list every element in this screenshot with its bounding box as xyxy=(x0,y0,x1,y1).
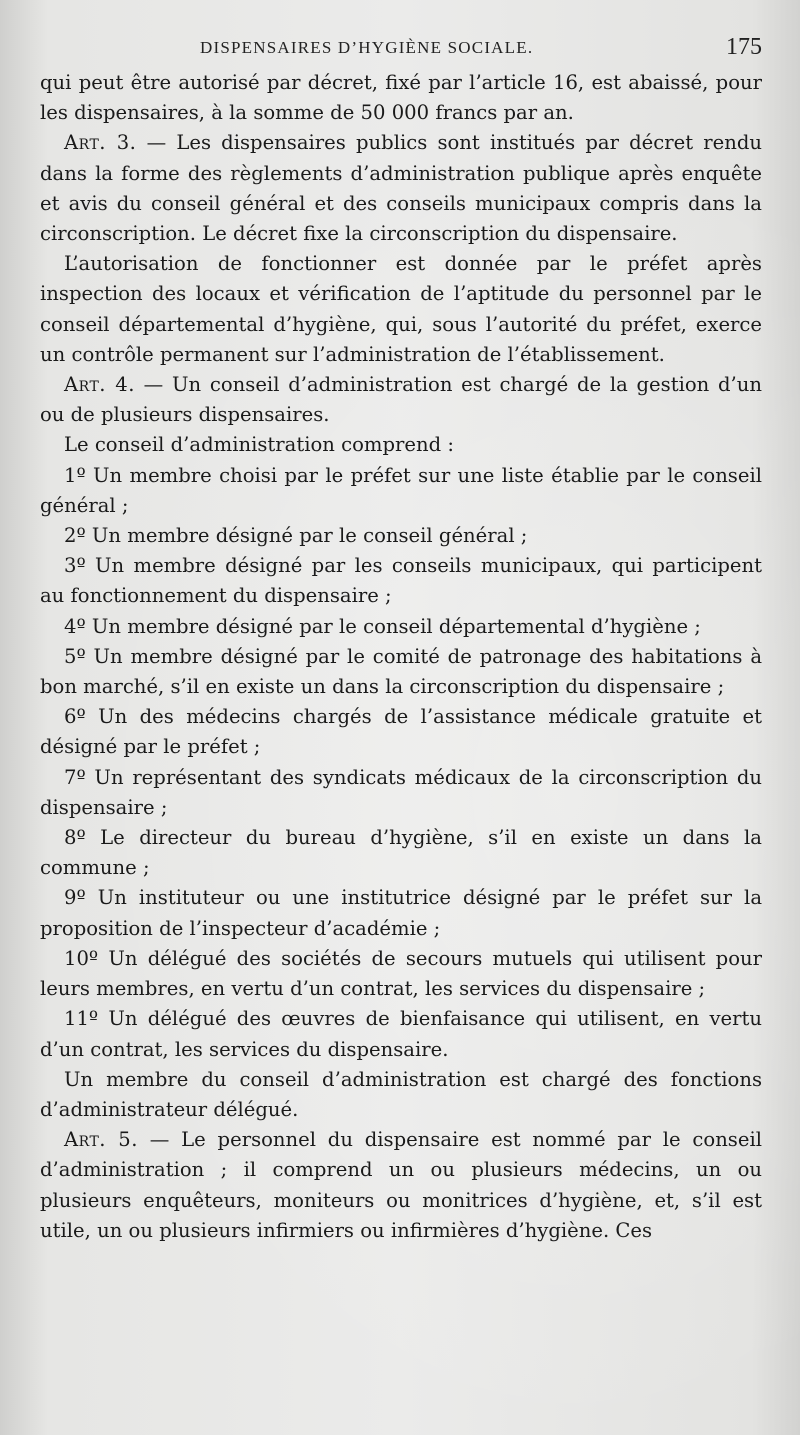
paragraph-text: Un membre du conseil d’administration est chargé des fonctions d’administrateur délégué. xyxy=(40,1067,762,1121)
list-item xyxy=(40,763,762,823)
article-text: — Un conseil d’administration est chargé de la gestion d’un ou de plusieurs dispensaires. xyxy=(40,373,763,427)
page-number: 175 xyxy=(726,34,762,60)
list-item-text: 10º Un délégué des sociétés de secours mutuels qui utilisent pour leurs membres, en vertu d’un contrat, les services du dispensaire ; xyxy=(40,946,762,1001)
list-item-text: 2º Un membre désigné par le conseil général ; xyxy=(64,524,528,548)
list-item xyxy=(40,944,762,1004)
list-item xyxy=(40,642,762,702)
list-item xyxy=(40,883,762,943)
paragraph xyxy=(40,249,762,370)
list-item-text: 4º Un membre désigné par le conseil départemental d’hygiène ; xyxy=(64,614,701,638)
article-text: — Les dispensaires publics sont institués par décret rendu dans la forme des règlements d’administration publique après enquête et avis du conseil général et des conseils municipaux compris dans la circonscription. Le décret fixe la circonscription du dispensaire. xyxy=(40,131,762,246)
list-item xyxy=(40,702,762,762)
paragraph-text: qui peut être autorisé par décret, fixé par l’article 16, est abaissé, pour les dispensaires, à la somme de 50 000 francs par an. xyxy=(40,71,762,125)
list-item xyxy=(40,521,762,551)
paragraph-text: L’autorisation de fonctionner est donnée par le préfet après inspection des locaux et vérification de l’aptitude du personnel par le conseil départemental d’hygiène, qui, sous l’autorité du préfet, exerce un contrôle permanent sur l’administration de l’établissement. xyxy=(40,252,762,366)
article-label: Art. 3. xyxy=(64,131,137,155)
paragraph xyxy=(40,68,762,128)
article-text: — Le personnel du dispensaire est nommé par le conseil d’administration ; il comprend un ou plusieurs médecins, un ou plusieurs enquêteurs, moniteurs ou monitrices d’hygiène, et, s’il est utile, un ou plusieurs infirmiers ou infirmières d’hygiène. Ces xyxy=(40,1128,762,1242)
list-item-text: 7º Un représentant des syndicats médicaux de la circonscription du dispensaire ; xyxy=(40,765,762,819)
article-4 xyxy=(40,370,762,430)
list-item xyxy=(40,612,762,642)
list-item-text: 9º Un instituteur ou une institutrice désigné par le préfet sur la proposition de l’inspecteur d’académie ; xyxy=(40,886,762,940)
list-item xyxy=(40,1004,762,1064)
list-item xyxy=(40,551,762,611)
article-3 xyxy=(40,128,762,249)
list-item-text: 3º Un membre désigné par les conseils municipaux, qui participent au fonctionnement du dispensaire ; xyxy=(40,554,762,608)
paragraph-text: Le conseil d’administration comprend : xyxy=(64,433,454,457)
running-header xyxy=(40,32,762,68)
list-item xyxy=(40,823,762,883)
list-item-text: 11º Un délégué des œuvres de bienfaisance qui utilisent, en vertu d’un contrat, les services du dispensaire. xyxy=(40,1007,762,1061)
article-5 xyxy=(40,1125,762,1246)
paragraph xyxy=(40,430,762,460)
list-item-text: 1º Un membre choisi par le préfet sur une liste établie par le conseil général ; xyxy=(40,463,762,517)
running-title: DISPENSAIRES D’HYGIÈNE SOCIALE. xyxy=(200,38,534,57)
paragraph xyxy=(40,1065,762,1125)
body-text xyxy=(40,68,762,1246)
article-label: Art. 4. xyxy=(64,373,135,397)
list-item-text: 5º Un membre désigné par le comité de patronage des habitations à bon marché, s’il en existe un dans la circonscription du dispensaire ; xyxy=(40,644,762,699)
article-label: Art. 5. xyxy=(64,1128,138,1152)
list-item xyxy=(40,461,762,521)
list-item-text: 8º Le directeur du bureau d’hygiène, s’il en existe un dans la commune ; xyxy=(40,826,762,880)
list-item-text: 6º Un des médecins chargés de l’assistance médicale gratuite et désigné par le préfet ; xyxy=(40,705,762,759)
